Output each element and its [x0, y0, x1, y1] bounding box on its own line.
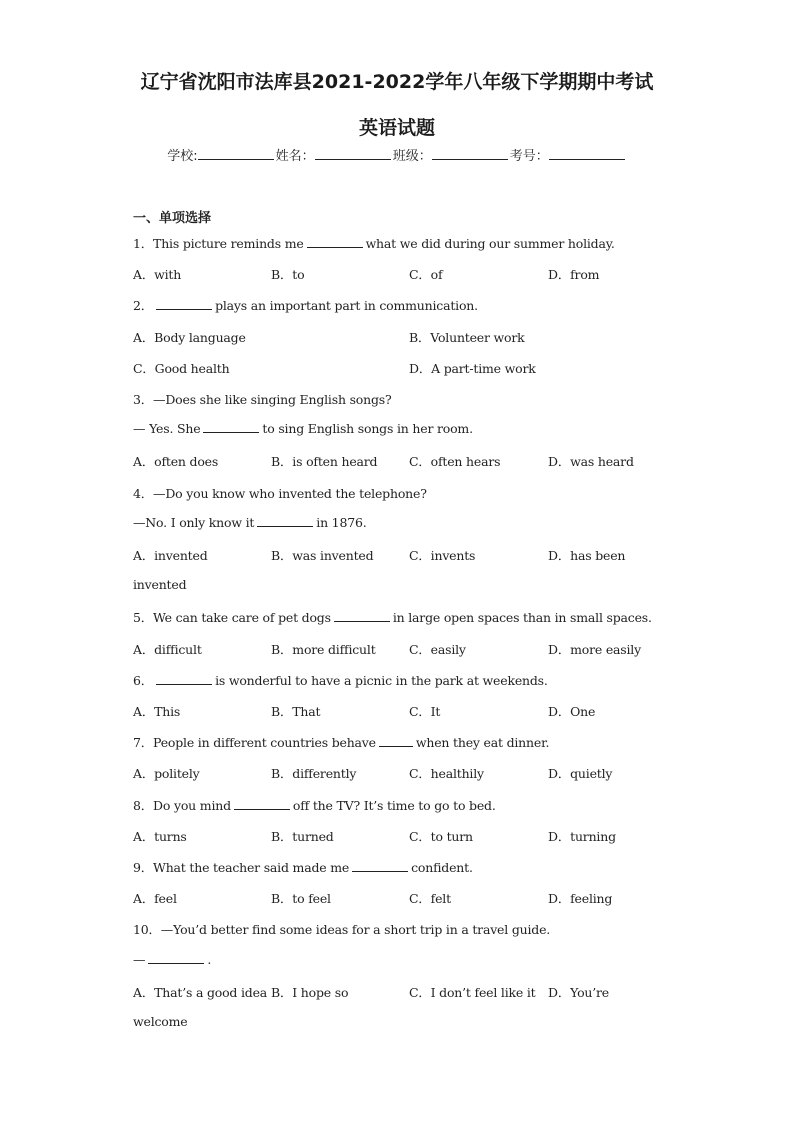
answer-blank [379, 735, 413, 747]
option-c[interactable]: C．easily [409, 642, 466, 657]
option-a[interactable]: A．That’s a good idea [133, 985, 268, 1000]
option-b[interactable]: B．I hope so [271, 985, 349, 1000]
option-d[interactable]: D．has been [548, 548, 626, 563]
question-4-prompt: 4．—Do you know who invented the telephone? [133, 486, 427, 501]
option-d-continued[interactable]: welcome [133, 1014, 188, 1029]
option-d[interactable]: D．was heard [548, 454, 634, 469]
option-b[interactable]: B．turned [271, 829, 334, 844]
question-7 [133, 733, 549, 751]
option-d[interactable]: D．more easily [548, 642, 641, 657]
option-d[interactable]: D．A part-time work [409, 361, 536, 376]
question-text: 2． [133, 298, 154, 313]
option-c[interactable]: C．healthily [409, 766, 484, 781]
option-d[interactable]: D．One [548, 704, 596, 719]
option-b[interactable]: B．was invented [271, 548, 374, 563]
exam-title: 辽宁省沈阳市法库县2021-2022学年八年级下学期期中考试 [140, 71, 654, 93]
question-text: 5．We can take care of pet dogs [133, 610, 331, 625]
option-a[interactable]: A．politely [133, 766, 200, 781]
name-label: 姓名： [275, 149, 315, 164]
answer-blank [156, 298, 212, 310]
question-text: 7．People in different countries behave [133, 735, 376, 750]
answer-blank [148, 952, 204, 964]
option-d[interactable]: D．You’re [548, 985, 610, 1000]
number-blank[interactable] [549, 147, 625, 160]
question-text: 6． [133, 673, 154, 688]
option-d[interactable]: D．quietly [548, 766, 613, 781]
question-text: 8．Do you mind [133, 798, 231, 813]
question-10 [133, 952, 211, 967]
question-text: 1．This picture reminds me [133, 236, 304, 251]
option-b[interactable]: B．more difficult [271, 642, 376, 657]
question-text: — Yes. She [133, 421, 201, 436]
option-d[interactable]: D．feeling [548, 891, 613, 906]
option-c[interactable]: C．often hears [409, 454, 501, 469]
option-c[interactable]: C．of [409, 267, 443, 282]
name-blank[interactable] [315, 147, 391, 160]
question-text: in large open spaces than in small spaces. [392, 610, 652, 625]
option-a[interactable]: A．This [133, 704, 181, 719]
option-a[interactable]: A．often does [133, 454, 219, 469]
question-text: off the TV? It’s time to go to bed. [292, 798, 496, 813]
answer-blank [257, 515, 313, 527]
question-3-prompt: 3．—Does she like singing English songs? [133, 392, 392, 407]
answer-blank [334, 610, 390, 622]
school-blank[interactable] [198, 147, 274, 160]
question-text: 9．What the teacher said made me [133, 860, 350, 875]
class-label: 班级： [392, 149, 432, 164]
option-a[interactable]: A．with [133, 267, 182, 282]
question-9 [133, 858, 473, 876]
option-d-continued[interactable]: invented [133, 577, 187, 592]
option-a[interactable]: A．difficult [133, 642, 202, 657]
exam-subject: 英语试题 [358, 117, 435, 139]
option-c[interactable]: C．invents [409, 548, 476, 563]
question-text: to sing English songs in her room. [262, 421, 473, 436]
option-a[interactable]: A．invented [133, 548, 208, 563]
option-a[interactable]: A．feel [133, 891, 177, 906]
option-b[interactable]: B．That [271, 704, 321, 719]
option-c[interactable]: C．I don’t feel like it [409, 985, 536, 1000]
question-8 [133, 796, 496, 814]
question-5 [133, 608, 652, 626]
option-a[interactable]: A．turns [133, 829, 187, 844]
section-title: 一、单项选择 [133, 211, 212, 226]
option-c[interactable]: C．Good health [133, 361, 230, 376]
question-text: in 1876. [316, 515, 367, 530]
question-4 [133, 515, 366, 530]
option-d[interactable]: D．turning [548, 829, 616, 844]
question-text: confident. [411, 860, 473, 875]
answer-blank [352, 860, 408, 872]
question-text: . [207, 952, 212, 967]
answer-blank [307, 236, 363, 248]
option-b[interactable]: B．to [271, 267, 305, 282]
option-d[interactable]: D．from [548, 267, 600, 282]
question-6 [133, 671, 548, 689]
question-1 [133, 234, 615, 252]
option-b[interactable]: B．Volunteer work [409, 330, 525, 345]
student-info-row [0, 145, 794, 164]
number-label: 考号： [509, 149, 549, 164]
option-b[interactable]: B．to feel [271, 891, 331, 906]
question-text: is wonderful to have a picnic in the park at weekends. [215, 673, 548, 688]
option-b[interactable]: B．is often heard [271, 454, 378, 469]
question-text: when they eat dinner. [415, 735, 550, 750]
option-c[interactable]: C．It [409, 704, 441, 719]
school-label: 学校: [167, 149, 198, 164]
question-text: —No. I only know it [133, 515, 255, 530]
option-c[interactable]: C．felt [409, 891, 451, 906]
option-a[interactable]: A．Body language [133, 330, 246, 345]
question-text: what we did during our summer holiday. [365, 236, 615, 251]
class-blank[interactable] [432, 147, 508, 160]
option-c[interactable]: C．to turn [409, 829, 473, 844]
answer-blank [203, 421, 259, 433]
question-10-prompt: 10．—You’d better find some ideas for a short trip in a travel guide. [133, 922, 551, 937]
answer-blank [234, 798, 290, 810]
question-2 [133, 296, 478, 314]
answer-blank [156, 673, 212, 685]
question-text: — [133, 952, 146, 967]
option-b[interactable]: B．differently [271, 766, 357, 781]
question-3 [133, 421, 473, 436]
question-text: plays an important part in communication. [215, 298, 478, 313]
